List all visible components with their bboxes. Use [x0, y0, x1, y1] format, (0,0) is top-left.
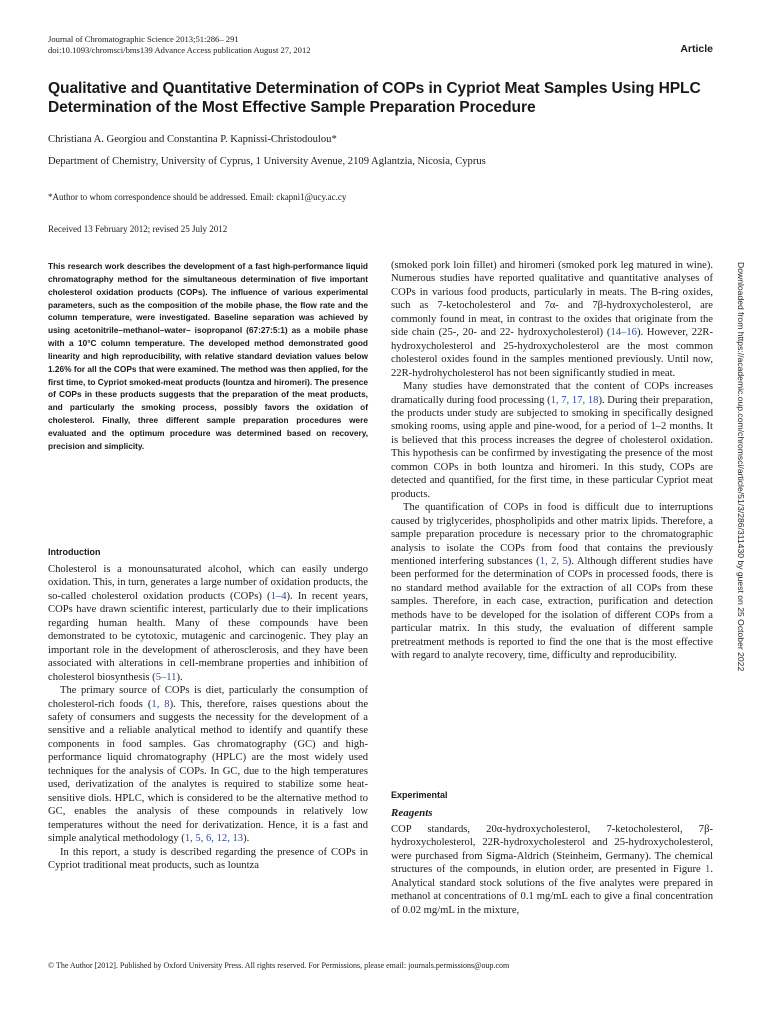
citation-link[interactable]: 1, 8: [151, 698, 170, 710]
authors: Christiana A. Georgiou and Constantina P. Kapnissi-Christodoulou*: [48, 134, 337, 145]
section-heading-experimental: Experimental: [391, 790, 448, 800]
section-heading-introduction: Introduction: [48, 547, 101, 557]
download-watermark: [736, 262, 750, 762]
intro-paragraph-2: The primary source of COPs is diet, particularly the consumption of cholesterol-rich foods (1, 8). This, therefore, raises questions about the safety of consumers and suggests the necessity for the development of a sensitive and a reliable analytical method to identify and quantify these components in food samples. Gas chromatography (GC) and high-performance liquid chromatography (HPLC) are the most widely used techniques for the analysis of COPs. In GC, due to the high temperatures used, derivatization of the analytes is required to stabilize some heat-sensitive diols. HPLC, which is considered to be the alternative method to GC, enables the analysis of these compounds in relatively low temperatures without the need for derivatization. Hence, it is a fast and simple analytical methodology (1, 5, 6, 12, 13).: [48, 685, 369, 845]
right-paragraph-2: Many studies have demonstrated that the content of COPs increases dramatically during food processing (1, 7, 17, 18). During their preparation, the products under study are subjected to smoking in specifically designed smoking rooms, using apple and pine-wood, for a period of 1–2 months. It is believed that this process increases the degree of cholesterol oxidation. This hypothesis can be confirmed by investigating the presence of the most common COPs in both lountza and hiromeri. In this study, COPs are detected and quantified, for the first time, in these particular Cypriot meat products.: [391, 381, 713, 500]
introduction-body: [48, 563, 368, 872]
citation-link[interactable]: 14–16: [610, 327, 637, 339]
journal-citation: [48, 34, 311, 56]
right-paragraph-3: The quantification of COPs in food is difficult due to interruptions caused by triglycerides, phospholipids and other matrix lipids. Therefore, a sample preparation procedure is necessary prior to the chromatographic analysis to isolate the COPs from food that contains the previously mentioned interfering substances (1, 2, 5). Although different studies have been performed for the determination of COPs in processed foods, there is no standard method available for the extraction of all COPs from these samples. Therefore, in each case, extraction, purification and detection methods have to be developed for the isolation of different COPs from a particular matrix. In this study, the evaluation of different sample pretreatment methods is reported to find the one that is the most effective with regard to analyte recovery, time, difficulty and reproducibility.: [391, 502, 713, 662]
citation-link[interactable]: 1–4: [270, 590, 287, 602]
citation-link[interactable]: 1, 7, 17, 18: [550, 394, 599, 406]
paper-title: [48, 79, 728, 117]
received-dates: Received 13 February 2012; revised 25 July 2012: [48, 224, 228, 234]
abstract: This research work describes the development of a fast high-performance liquid chromatography method for the simultaneous determination of five important cholesterol oxidation products (COPs). The influence of various experimental parameters, such as the composition of the mobile phase, the flow rate and the column temperature, were investigated. Baseline separation was achieved by using acetonitrile–methanol–water– isopropanol (67:27:5:1) as a mobile phase with a 10°C column temperature. The developed method demonstrated good linearity and high reproducibility, with relative standard deviation values below 1.26% for all the COPs that were examined. The method was then applied, for the first time, to Cypriot smoked-meat products (lountza and hiromeri). The presence of COPs in these products suggests that the preparation of the meat products, and particularly the smoking process, possibly favors the oxidation of cholesterol. Finally, three different sample preparation procedures were evaluated and the optimum procedure was determined based on recovery, precision and simplicity.: [48, 261, 368, 451]
figure-link[interactable]: 1: [705, 864, 711, 876]
article-type-label: Article: [680, 43, 713, 55]
correspondence-note: *Author to whom correspondence should be addressed. Email: ckapni1@ucy.ac.cy: [48, 192, 347, 202]
intro-paragraph-3: In this report, a study is described regarding the presence of COPs in Cypriot traditional meat products, such as lountza: [48, 846, 368, 871]
citation-link[interactable]: 1, 2, 5: [539, 555, 568, 567]
right-column-body: [391, 259, 713, 663]
download-watermark-text: Downloaded from https://academic.oup.com/chromsci/article/51/3/286/311430 by guest on 25 October 2022: [736, 262, 746, 672]
citation-link[interactable]: 1, 5, 6, 12, 13: [184, 833, 244, 845]
title-line-1: Qualitative and Quantitative Determination of COPs in Cypriot Meat Samples Using HPLC: [48, 80, 701, 97]
intro-paragraph-1: Cholesterol is a monounsaturated alcohol, which can easily undergo oxidation. This, in turn, generates a large number of oxidation products, the so-called cholesterol oxidation products (COPs) (1–4). In recent years, COPs have drawn scientific interest, particularly due to their implications regarding human health. Many of these compounds have been demonstrated to be cytotoxic, mutagenic and carcinogenic. They play an important role in the development of atherosclerosis, and they have been associated with alterations in cell-membrane properties and inhibition of cholesterol biosynthesis (5–11).: [48, 564, 368, 683]
citation-link[interactable]: 5–11: [155, 671, 177, 683]
reagents-paragraph: COP standards, 20α-hydroxycholesterol, 7-ketocholesterol, 7β-hydroxycholesterol, 22R-hydroxycholesterol and 25-hydroxycholesterol, were purchased from Sigma-Aldrich (Steinheim, Germany). The chemical structures of the compounds, in elution order, are presented in Figure 1. Analytical standard stock solutions of the five analytes were prepared in methanol at concentrations of 0.1 mg/mL each to give a final concentration of 0.02 mg/mL in the mixture,: [391, 824, 713, 916]
affiliation: Department of Chemistry, University of Cyprus, 1 University Avenue, 2109 Aglantzia, Nicosia, Cyprus: [48, 156, 486, 167]
subsection-heading-reagents: Reagents: [391, 807, 433, 819]
journal-line-2: doi:10.1093/chromsci/bms139 Advance Access publication August 27, 2012: [48, 45, 311, 55]
copyright-footer: © The Author [2012]. Published by Oxford University Press. All rights reserved. For Permissions, please email: journals.permissions@oup.com: [48, 961, 510, 970]
title-line-2: Determination of the Most Effective Sample Preparation Procedure: [48, 99, 536, 116]
right-paragraph-1: (smoked pork loin fillet) and hiromeri (smoked pork leg matured in wine). Numerous studies have reported qualitative and quantitative analyses of COPs in various food products, particularly in meats. The B-ring oxides, such as 7-ketocholesterol and 7α- and 7β-hydroxycholesterol, are commonly found in meat, in contrast to the oxides that originate from the side chain (25-, 20- and 22- hydroxycholesterol) (14–16). However, 22R-hydroxycholesterol and 25-hydroxycholesterol are the most common cholesterol oxides found in the samples mentioned previously. Until now, 22R-hydrohycholesterol has not been significantly studied in meat.: [391, 260, 713, 379]
journal-line-1: Journal of Chromatographic Science 2013;51:286– 291: [48, 34, 239, 44]
reagents-body: [391, 823, 713, 917]
